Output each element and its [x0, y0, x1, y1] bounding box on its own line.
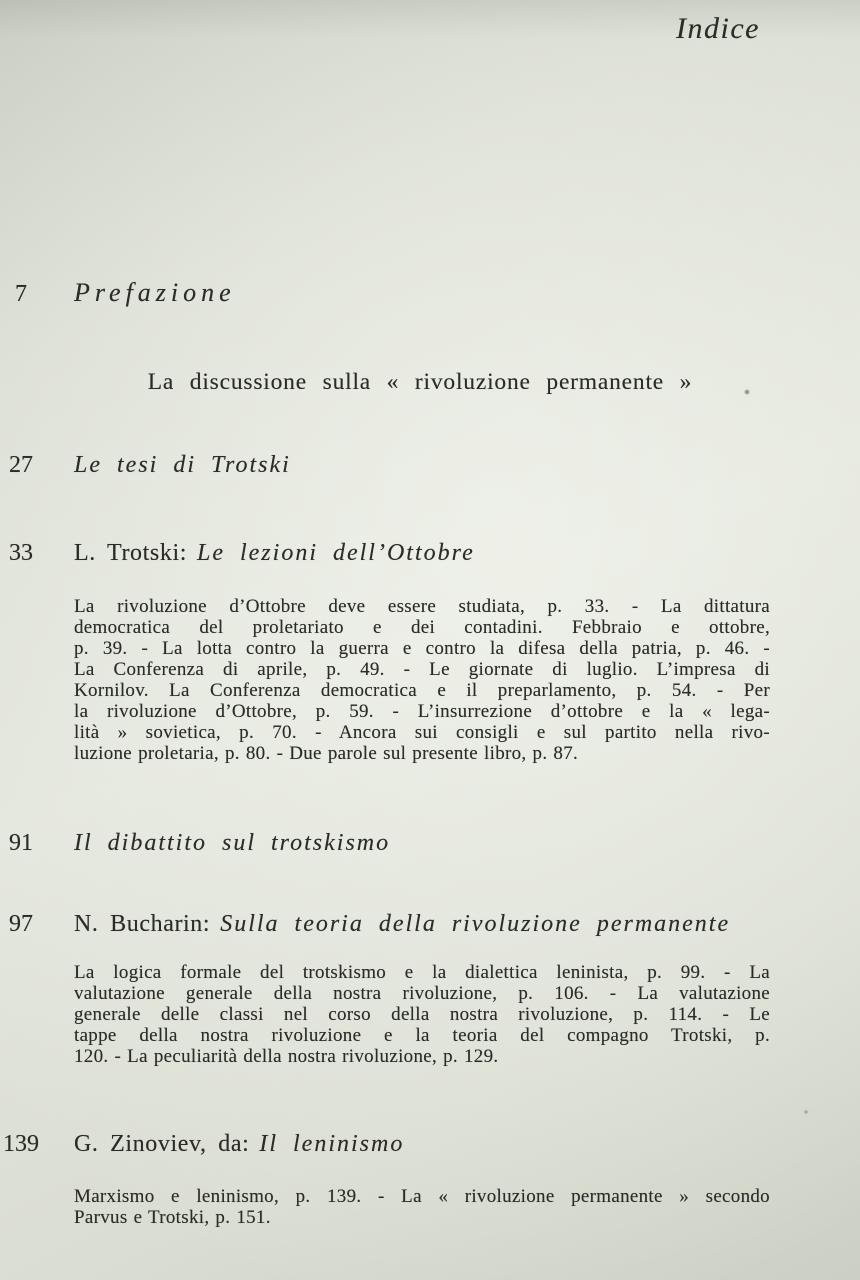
- section-heading: La discussione sulla « rivoluzione permanente »: [147, 369, 693, 395]
- entry-title: Il dibattito sul trotskismo: [74, 830, 391, 856]
- entry-page-number: 97: [9, 911, 33, 937]
- summary-line: generale delle classi nel corso della nostra rivoluzione, p. 114. - Le: [74, 1004, 770, 1025]
- summary-line: Kornilov. La Conferenza democratica e il preparlamento, p. 54. - Per: [74, 680, 770, 701]
- entry-title: Il leninismo: [259, 1131, 405, 1157]
- summary-line: 120. - La peculiarità della nostra rivoluzione, p. 129.: [74, 1046, 499, 1067]
- entry-page-number: 139: [3, 1131, 39, 1157]
- entry-author: N. Bucharin:: [74, 911, 211, 937]
- summary-line: Parvus e Trotski, p. 151.: [74, 1207, 271, 1228]
- summary-line: La Conferenza di aprile, p. 49. - Le giornate di luglio. L’impresa di: [74, 659, 770, 680]
- toc-entry-bucharin: [0, 911, 780, 938]
- summary-line: La rivoluzione d’Ottobre deve essere studiata, p. 33. - La dittatura: [74, 596, 770, 617]
- summary-line: Marxismo e leninismo, p. 139. - La « rivoluzione permanente » secondo: [74, 1186, 770, 1207]
- summary-line: La logica formale del trotskismo e la dialettica leninista, p. 99. - La: [74, 962, 770, 983]
- entry-title: Le lezioni dell’Ottobre: [196, 540, 475, 566]
- entry-page-number: 7: [15, 281, 27, 307]
- entry-summary: [74, 596, 770, 764]
- entry-author: G. Zinoviev, da:: [74, 1131, 250, 1157]
- entry-summary: [74, 962, 770, 1067]
- entry-title: Le tesi di Trotski: [74, 452, 291, 478]
- entry-page-number: 91: [9, 830, 33, 856]
- summary-line: p. 39. - La lotta contro la guerra e contro la difesa della patria, p. 46. -: [74, 638, 770, 659]
- summary-line: tappe della nostra rivoluzione e la teoria del compagno Trotski, p.: [74, 1025, 770, 1046]
- toc-entry-lezioni-ottobre: [0, 540, 780, 567]
- entry-summary: [74, 1186, 770, 1228]
- toc-entry-dibattito-trotskismo: [0, 830, 780, 857]
- summary-line: luzione proletaria, p. 80. - Due parole sul presente libro, p. 87.: [74, 743, 579, 764]
- entry-page-number: 27: [9, 452, 33, 478]
- entry-author: L. Trotski:: [74, 540, 187, 566]
- summary-line: valutazione generale della nostra rivoluzione, p. 106. - La valutazione: [74, 983, 770, 1004]
- toc-entry-tesi-trotski: [0, 452, 780, 479]
- summary-line: democratica del proletariato e dei contadini. Febbraio e ottobre,: [74, 617, 770, 638]
- summary-line: lità » sovietica, p. 70. - Ancora sui consigli e sul partito nella rivo-: [74, 722, 770, 743]
- toc-entry-prefazione: [0, 278, 780, 308]
- page-title: Indice: [676, 12, 760, 45]
- toc-entry-zinoviev: [0, 1131, 780, 1158]
- summary-line: la rivoluzione d’Ottobre, p. 59. - L’insurrezione d’ottobre e la « lega-: [74, 701, 770, 722]
- entry-page-number: 33: [9, 540, 33, 566]
- entry-title: Sulla teoria della rivoluzione permanente: [220, 911, 731, 937]
- entry-title: Prefazione: [74, 278, 236, 307]
